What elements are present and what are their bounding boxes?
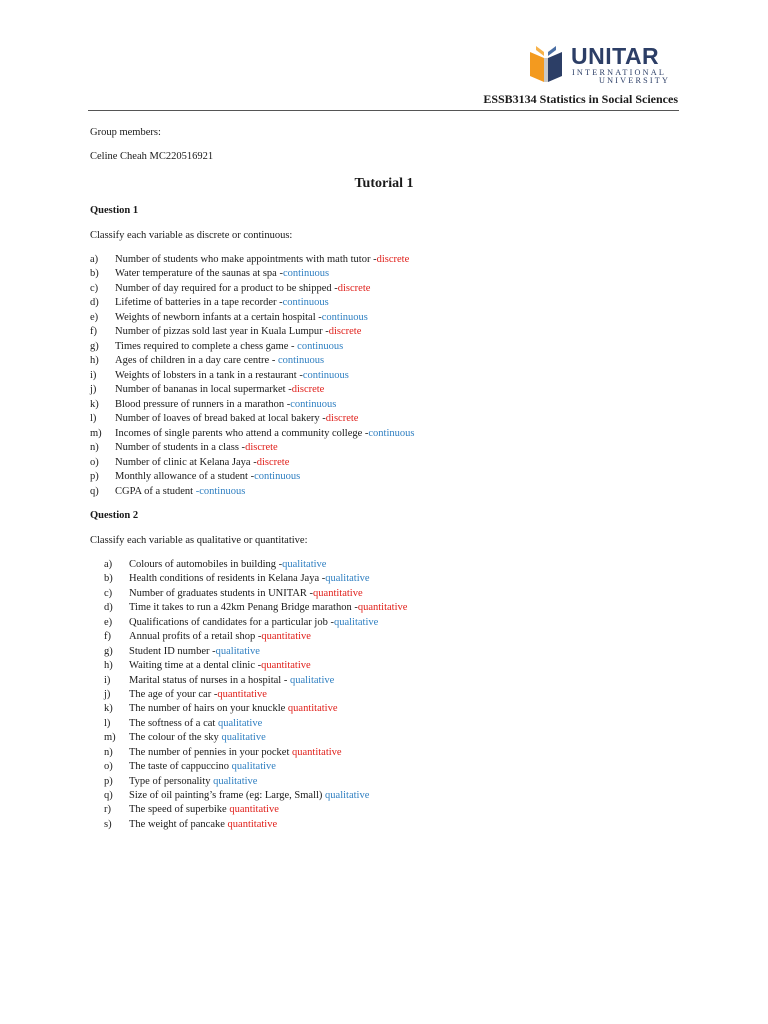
- item-answer: -continuous: [195, 485, 246, 497]
- item-letter: r): [104, 804, 111, 816]
- item-letter: f): [90, 326, 97, 338]
- item-answer: quantitative: [261, 660, 311, 672]
- logo-wordmark: UNITAR: [571, 43, 660, 69]
- list-item: [90, 456, 414, 470]
- list-item: [104, 587, 407, 601]
- list-item: [104, 659, 407, 673]
- list-item: [90, 427, 414, 441]
- item-letter: p): [104, 775, 113, 787]
- item-answer: quantitative: [229, 804, 279, 816]
- course-title: ESSB3134 Statistics in Social Sciences: [483, 92, 678, 106]
- item-answer: qualitative: [221, 732, 266, 744]
- list-item: [90, 470, 414, 484]
- item-answer: continuous: [277, 355, 325, 367]
- item-answer: quantitative: [357, 602, 408, 614]
- question-1-list: [90, 253, 414, 499]
- item-answer: continuous: [302, 369, 349, 381]
- item-letter: q): [90, 485, 99, 497]
- item-letter: h): [104, 660, 113, 672]
- item-text: Waiting time at a dental clinic -: [129, 660, 262, 672]
- item-letter: e): [104, 616, 113, 628]
- list-item: [104, 731, 407, 745]
- question-2-title: Question 2: [90, 510, 139, 521]
- item-text: Annual profits of a retail shop -: [129, 631, 262, 643]
- question-2-instruction: Classify each variable as qualitative or quantitative:: [90, 535, 308, 546]
- item-text: Number of day required for a product to be shipped -: [115, 282, 338, 294]
- unitar-logo: [527, 42, 679, 86]
- list-item: [104, 572, 407, 586]
- list-item: [90, 441, 414, 455]
- item-letter: d): [104, 602, 113, 614]
- item-answer: quantitative: [287, 703, 338, 715]
- item-letter: h): [90, 355, 99, 367]
- item-letter: i): [90, 369, 97, 381]
- item-answer: discrete: [376, 254, 410, 265]
- item-letter: c): [90, 282, 99, 294]
- item-text: Health conditions of residents in Kelana Jaya -: [129, 573, 326, 585]
- item-answer: qualitative: [333, 616, 379, 628]
- list-item: [90, 354, 414, 368]
- item-text: Blood pressure of runners in a marathon -: [115, 398, 291, 410]
- item-answer: qualitative: [213, 775, 258, 787]
- list-item: [90, 412, 414, 426]
- item-letter: p): [90, 471, 99, 483]
- logo-subtitle-2: UNIVERSITY: [599, 76, 671, 85]
- item-letter: o): [90, 456, 99, 468]
- list-item: [104, 630, 407, 644]
- item-text: The speed of superbike: [129, 804, 230, 816]
- item-text: Colours of automobiles in building -: [129, 559, 283, 570]
- list-item: [104, 601, 407, 615]
- header-divider: [88, 110, 679, 111]
- list-item: [90, 296, 414, 310]
- item-letter: d): [90, 297, 99, 309]
- item-letter: n): [90, 442, 99, 454]
- item-text: Number of bananas in local supermarket -: [115, 384, 292, 396]
- item-text: Lifetime of batteries in a tape recorder -: [115, 297, 283, 309]
- item-letter: a): [90, 254, 99, 265]
- item-text: Times required to complete a chess game -: [115, 340, 298, 352]
- item-text: The colour of the sky: [129, 732, 222, 744]
- item-answer: qualitative: [289, 674, 335, 686]
- item-letter: j): [90, 384, 97, 396]
- item-letter: b): [104, 573, 113, 585]
- item-answer: qualitative: [215, 645, 260, 657]
- list-item: [104, 818, 407, 832]
- item-text: The age of your car -: [129, 688, 218, 700]
- item-answer: discrete: [325, 413, 359, 425]
- item-text: Number of loaves of bread baked at local bakery -: [115, 413, 326, 425]
- list-item: [104, 645, 407, 659]
- item-text: The weight of pancake: [129, 818, 228, 830]
- list-item: [90, 340, 414, 354]
- list-item: [104, 717, 407, 731]
- item-letter: b): [90, 268, 99, 280]
- item-answer: quantitative: [261, 631, 311, 643]
- item-answer: continuous: [368, 427, 415, 439]
- item-letter: g): [104, 645, 113, 657]
- list-item: [90, 325, 414, 339]
- item-text: Monthly allowance of a student -: [115, 471, 255, 483]
- item-answer: discrete: [245, 442, 278, 454]
- list-item: [90, 282, 414, 296]
- item-answer: discrete: [328, 326, 362, 338]
- item-text: Type of personality: [129, 775, 214, 787]
- item-answer: discrete: [256, 456, 290, 468]
- item-letter: l): [104, 717, 111, 729]
- item-answer: continuous: [254, 471, 301, 483]
- list-item: [90, 485, 414, 499]
- item-text: Number of students in a class -: [115, 442, 246, 454]
- item-answer: discrete: [337, 282, 371, 294]
- item-text: Ages of children in a day care centre -: [115, 355, 278, 367]
- item-answer: qualitative: [325, 573, 370, 585]
- item-answer: quantitative: [313, 587, 363, 599]
- item-answer: quantitative: [217, 688, 267, 700]
- list-item: [90, 253, 414, 267]
- group-member-name: Celine Cheah MC220516921: [90, 151, 214, 162]
- item-answer: continuous: [282, 268, 330, 280]
- item-text: Incomes of single parents who attend a community college -: [115, 427, 369, 439]
- item-text: Number of clinic at Kelana Jaya -: [115, 456, 257, 468]
- logo-subtitle-1: INTERNATIONAL: [572, 68, 667, 77]
- item-text: The number of hairs on your knuckle: [129, 703, 288, 715]
- item-text: The number of pennies in your pocket: [129, 746, 292, 758]
- item-letter: k): [90, 398, 99, 410]
- item-letter: j): [104, 688, 111, 700]
- item-letter: s): [104, 818, 112, 830]
- item-letter: m): [104, 732, 116, 744]
- list-item: [104, 702, 407, 716]
- list-item: [90, 383, 414, 397]
- item-text: Number of pizzas sold last year in Kuala Lumpur -: [115, 326, 329, 338]
- item-text: Marital status of nurses in a hospital -: [129, 674, 290, 686]
- item-answer: discrete: [291, 384, 325, 396]
- item-answer: continuous: [321, 311, 368, 323]
- item-letter: q): [104, 790, 113, 801]
- question-1-title: Question 1: [90, 205, 139, 216]
- item-text: Weights of newborn infants at a certain hospital -: [115, 311, 322, 323]
- list-item: [90, 311, 414, 325]
- question-2-list: [104, 558, 407, 832]
- item-answer: continuous: [290, 398, 337, 410]
- list-item: [104, 616, 407, 630]
- item-letter: f): [104, 631, 111, 643]
- item-letter: g): [90, 340, 99, 352]
- item-letter: o): [104, 761, 113, 773]
- list-item: [104, 674, 407, 688]
- item-letter: a): [104, 559, 113, 570]
- item-text: Number of students who make appointments with math tutor -: [115, 254, 377, 265]
- item-text: Water temperature of the saunas at spa -: [115, 268, 283, 280]
- list-item: [90, 267, 414, 281]
- item-letter: m): [90, 427, 102, 439]
- list-item: [104, 775, 407, 789]
- item-letter: i): [104, 674, 111, 686]
- item-text: Time it takes to run a 42km Penang Bridge marathon -: [129, 602, 358, 614]
- book-logo-icon: [527, 42, 565, 86]
- item-letter: l): [90, 413, 97, 425]
- item-text: The softness of a cat: [129, 717, 218, 729]
- list-item: [90, 398, 414, 412]
- item-answer: qualitative: [217, 717, 263, 729]
- list-item: [104, 688, 407, 702]
- item-answer: qualitative: [282, 559, 327, 570]
- item-letter: c): [104, 587, 113, 599]
- list-item: [104, 760, 407, 774]
- item-text: Qualifications of candidates for a particular job -: [129, 616, 334, 628]
- item-text: Weights of lobsters in a tank in a restaurant -: [115, 369, 303, 381]
- item-text: CGPA of a student: [115, 485, 196, 497]
- item-answer: continuous: [297, 340, 344, 352]
- item-text: The taste of cappuccino: [129, 761, 232, 773]
- item-letter: n): [104, 746, 113, 758]
- group-members-label: Group members:: [90, 127, 161, 138]
- list-item: [90, 369, 414, 383]
- list-item: [104, 746, 407, 760]
- item-letter: e): [90, 311, 99, 323]
- item-answer: quantitative: [227, 818, 278, 830]
- item-text: Size of oil painting’s frame (eg: Large, Small): [129, 790, 326, 801]
- item-answer: qualitative: [231, 761, 276, 773]
- question-1-instruction: Classify each variable as discrete or continuous:: [90, 230, 293, 241]
- item-text: Number of graduates students in UNITAR -: [129, 587, 314, 599]
- tutorial-title: Tutorial 1: [354, 176, 414, 191]
- item-answer: quantitative: [292, 746, 342, 758]
- list-item: [104, 558, 407, 572]
- list-item: [104, 803, 407, 817]
- item-answer: qualitative: [325, 790, 370, 801]
- item-letter: k): [104, 703, 113, 715]
- item-text: Student ID number -: [129, 645, 216, 657]
- list-item: [104, 789, 407, 803]
- item-answer: continuous: [282, 297, 329, 309]
